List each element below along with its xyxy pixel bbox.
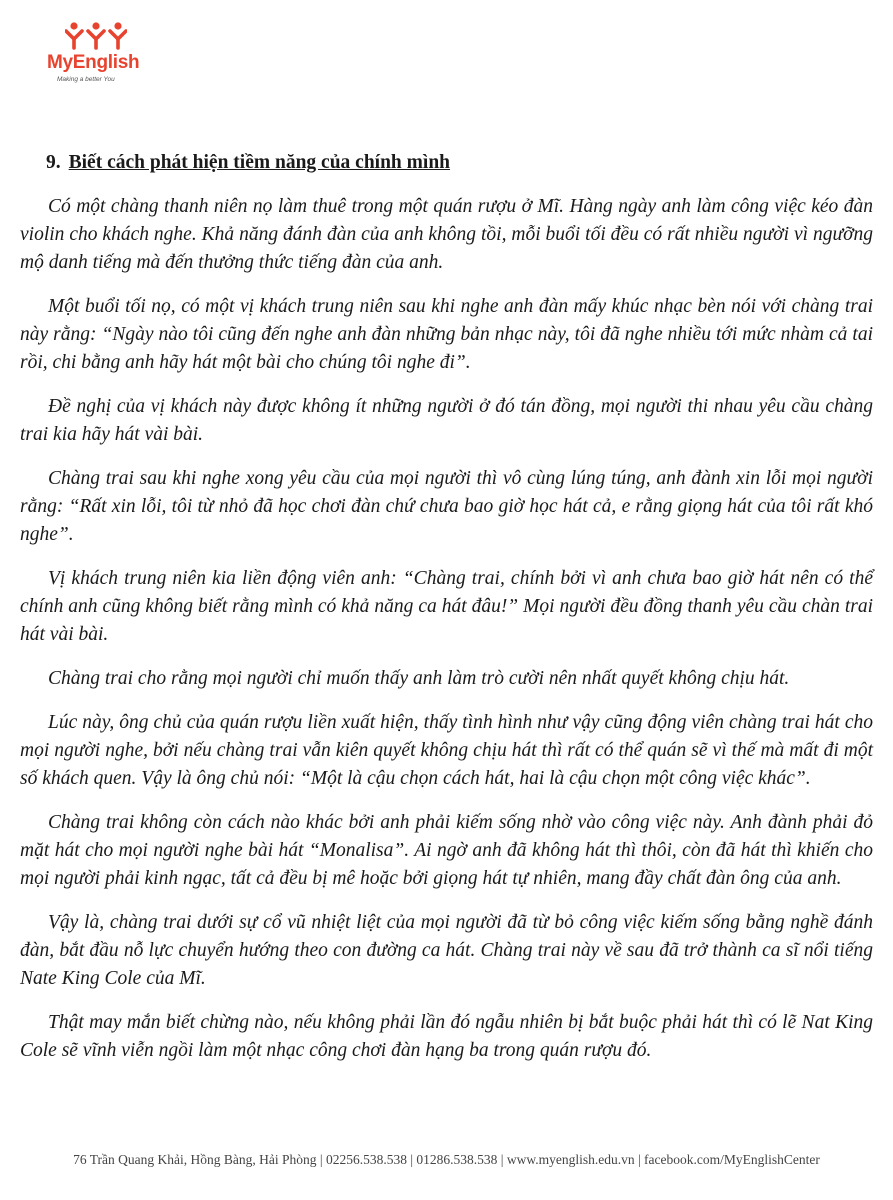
paragraph: Vậy là, chàng trai dưới sự cổ vũ nhiệt liệt của mọi người đã từ bỏ công việc kiếm sống bằng nghề đánh đàn, bắt đầu nỗ lực chuyển hướng theo con đường ca hát. Chàng trai này về sau đã trở thành ca sĩ nổi tiếng Nate King Cole của Mĩ.	[20, 912, 873, 989]
section-number: 9.	[46, 152, 61, 173]
section-title: Biết cách phát hiện tiềm năng của chính mình	[68, 152, 451, 173]
paragraph: Chàng trai cho rằng mọi người chỉ muốn thấy anh làm trò cười nên nhất quyết không chịu hát.	[48, 668, 790, 689]
paragraph: Đề nghị của vị khách này được không ít những người ở đó tán đồng, mọi người thi nhau yêu cầu chàng trai kia hãy hát vài bài.	[20, 396, 873, 445]
brand-logo	[47, 22, 157, 86]
paragraph: Vị khách trung niên kia liền động viên anh: “Chàng trai, chính bởi vì anh chưa bao giờ hát nên có thể chính anh cũng không biết rằng mình có khả năng ca hát đâu!” Mọi người đều đồng thanh yêu cầu chàn trai hát vài bài.	[20, 568, 873, 645]
paragraph: Một buổi tối nọ, có một vị khách trung niên sau khi nghe anh đàn mấy khúc nhạc bèn nói với chàng trai này rằng: “Ngày nào tôi cũng đến nghe anh đàn những bản nhạc này, tôi đã nghe nhiều tới mức nhàm cả tai rồi, chi bằng anh hãy hát một bài cho chúng tôi nghe đi”.	[20, 296, 873, 373]
people-logo-icon	[65, 22, 127, 50]
brand-tagline: Making a better You	[57, 76, 115, 83]
paragraph: Thật may mắn biết chừng nào, nếu không phải lần đó ngẫu nhiên bị bắt buộc phải hát thì có lẽ Nat King Cole sẽ vĩnh viễn ngồi làm một nhạc công chơi đàn hạng ba trong quán rượu đó.	[20, 1012, 873, 1061]
paragraph: Chàng trai sau khi nghe xong yêu cầu của mọi người thì vô cùng lúng túng, anh đành xin lỗi mọi người rằng: “Rất xin lỗi, tôi từ nhỏ đã học chơi đàn chứ chưa bao giờ học hát cả, e rằng giọng hát của tôi rất khó nghe”.	[20, 468, 873, 545]
story-body	[20, 193, 873, 1081]
paragraph: Chàng trai không còn cách nào khác bởi anh phải kiếm sống nhờ vào công việc này. Anh đành phải đỏ mặt hát cho mọi người nghe bài hát “Monalisa”. Ai ngờ anh đã không hát thì thôi, còn đã hát thì khiến cho mọi người phải kinh ngạc, tất cả đều bị mê hoặc bởi giọng hát tự nhiên, mang đầy chất đàn ông của anh.	[20, 812, 873, 889]
paragraph: Lúc này, ông chủ của quán rượu liền xuất hiện, thấy tình hình như vậy cũng động viên chàng trai hát cho mọi người nghe, bởi nếu chàng trai vẫn kiên quyết không chịu hát thì rất có thể quán sẽ vì thế mà mất đi một số khách quen. Vậy là ông chủ nói: “Một là cậu chọn cách hát, hai là cậu chọn một công việc khác”.	[20, 712, 873, 789]
paragraph: Có một chàng thanh niên nọ làm thuê trong một quán rượu ở Mĩ. Hàng ngày anh làm công việc kéo đàn violin cho khách nghe. Khả năng đánh đàn của anh không tồi, mỗi buổi tối đều có rất nhiều người vì ngưỡng mộ danh tiếng mà đến thưởng thức tiếng đàn của anh.	[20, 196, 873, 273]
brand-name: MyEnglish	[47, 52, 140, 73]
section-heading	[46, 152, 450, 174]
page-footer: 76 Trần Quang Khải, Hồng Bàng, Hải Phòng | 02256.538.538 | 01286.538.538 | www.myenglish.edu.vn | facebook.com/MyEnglishCenter	[73, 1152, 820, 1167]
